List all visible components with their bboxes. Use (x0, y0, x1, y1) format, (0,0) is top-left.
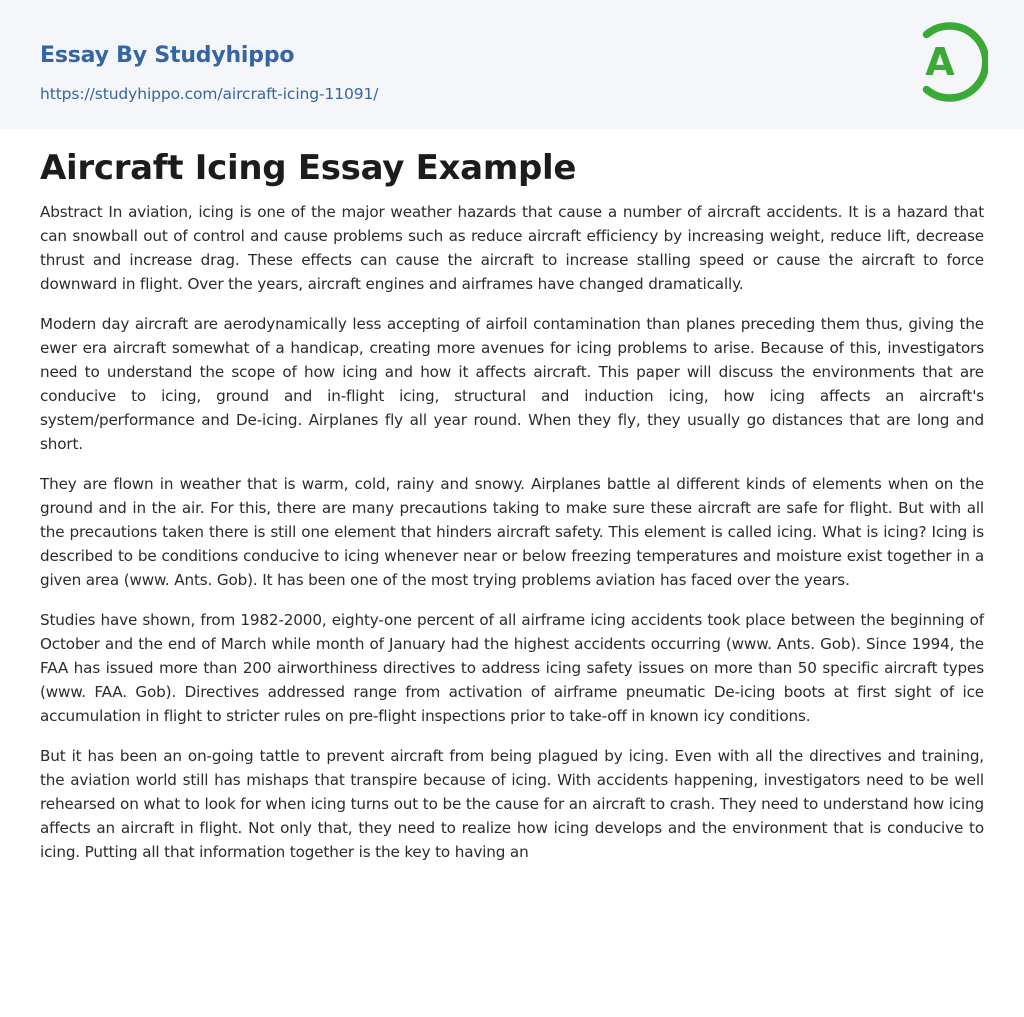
article-paragraph: They are flown in weather that is warm, cold, rainy and snowy. Airplanes battle al different kinds of elements when on the ground and in the air. For this, there are many precautions taking to make sure these aircraft are safe for flight. But with all the precautions taken there is still one element that hinders aircraft safety. This element is called icing. What is icing? Icing is described to be conditions conducive to icing whenever near or below freezing temperatures and moisture exist together in a given area (www. Ants. Gob). It has been one of the most trying problems aviation has faced over the years. (40, 475, 984, 589)
site-brand[interactable]: Essay By Studyhippo (40, 43, 295, 68)
article-paragraph: Modern day aircraft are aerodynamically less accepting of airfoil contamination than planes preceding them thus, giving the ewer era aircraft somewhat of a handicap, creating more avenues for icing problems to arise. Because of this, investigators need to understand the scope of how icing and how it affects aircraft. This paper will discuss the environments that are conducive to icing, ground and in-flight icing, structural and induction icing, how icing affects an aircraft's system/performance and De-icing. Airplanes fly all year round. When they fly, they usually go distances that are long and short. (40, 315, 984, 453)
logo-letter: A (925, 40, 955, 84)
article-body (40, 200, 984, 880)
article-url-link[interactable]: https://studyhippo.com/aircraft-icing-11091/ (40, 85, 379, 103)
article-paragraph: Abstract In aviation, icing is one of the major weather hazards that cause a number of aircraft accidents. It is a hazard that can snowball out of control and cause problems such as reduce aircraft efficiency by increasing weight, reduce lift, decrease thrust and increase drag. These effects can cause the aircraft to increase stalling speed or cause the aircraft to force downward in flight. Over the years, aircraft engines and airframes have changed dramatically. (40, 203, 984, 293)
article-title: Aircraft Icing Essay Example (40, 148, 577, 188)
article-paragraph: Studies have shown, from 1982-2000, eighty-one percent of all airframe icing accidents took place between the beginning of October and the end of March while month of January had the highest accidents occurring (www. Ants. Gob). Since 1994, the FAA has issued more than 200 airworthiness directives to address icing safety issues on more than 50 specific aircraft types (www. FAA. Gob). Directives addressed range from activation of airframe pneumatic De-icing boots at first sight of ice accumulation in flight to stricter rules on pre-flight inspections prior to take-off in known icy conditions. (40, 611, 984, 725)
studyhippo-logo-icon[interactable] (906, 18, 988, 106)
article-paragraph: But it has been an on-going tattle to prevent aircraft from being plagued by icing. Even with all the directives and training, the aviation world still has mishaps that transpire because of icing. With accidents happening, investigators need to be well rehearsed on what to look for when icing turns out to be the cause for an aircraft to crash. They need to understand how icing affects an aircraft in flight. Not only that, they need to realize how icing develops and the environment that is conducive to icing. Putting all that information together is the key to having an (40, 747, 984, 861)
